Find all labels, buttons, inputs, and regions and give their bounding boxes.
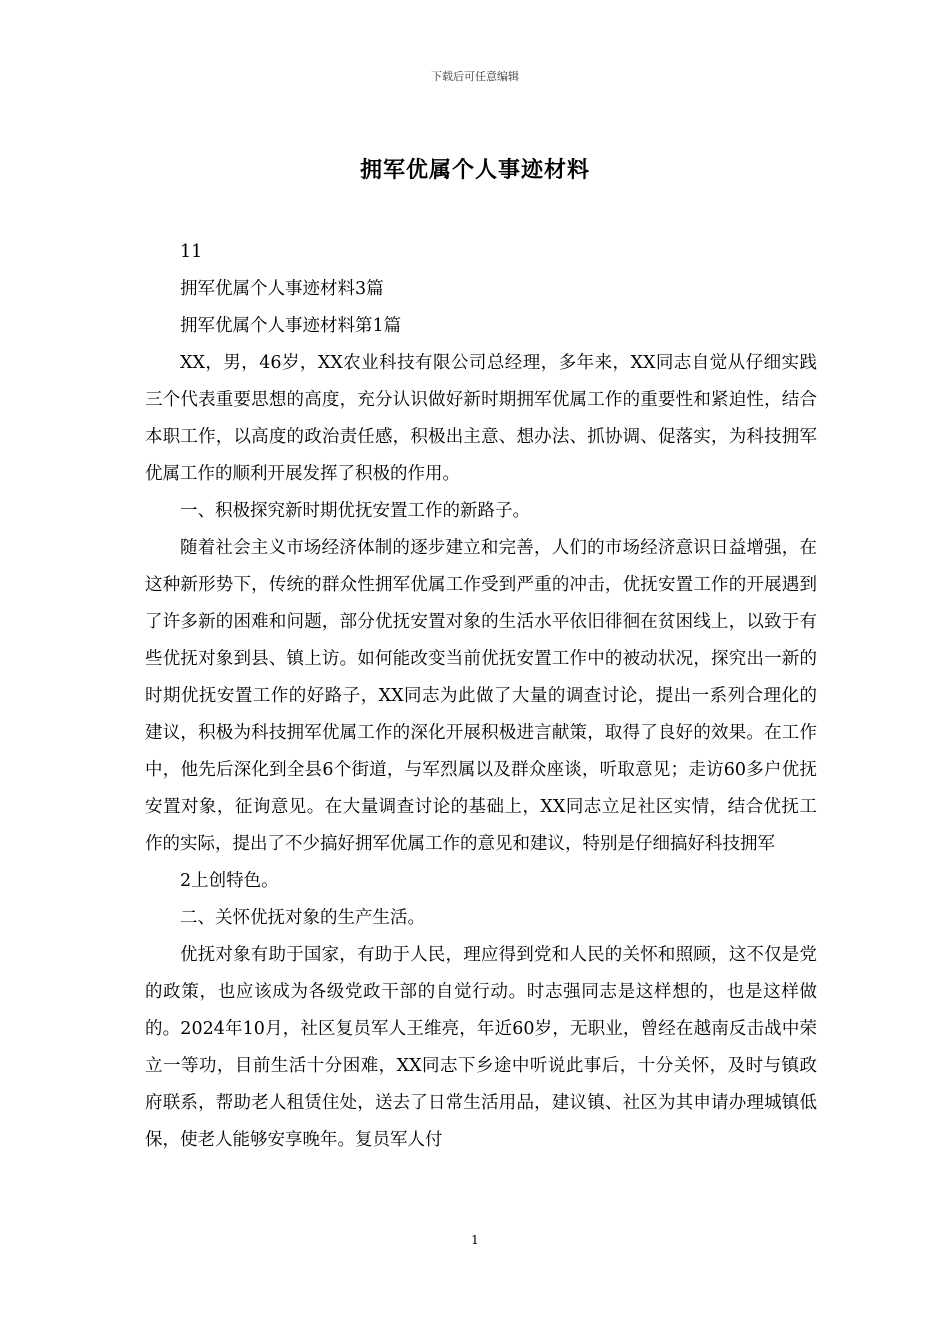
document-title: 拥军优属个人事迹材料	[359, 157, 590, 183]
header-note: 下载后可任意编辑	[431, 70, 519, 83]
paragraph: 2上创特色。	[180, 871, 279, 891]
paragraph: 11	[180, 242, 203, 262]
document-body	[145, 234, 817, 1159]
section-heading: 一、积极探究新时期优抚安置工作的新路子。	[180, 501, 530, 521]
section-heading: 二、关怀优抚对象的生产生活。	[180, 908, 425, 928]
page-number: 1	[471, 1233, 479, 1247]
paragraph: 随着社会主义市场经济体制的逐步建立和完善，人们的市场经济意识日益增强，在这种新形势下，传统的群众性拥军优属工作受到严重的冲击，优抚安置工作的开展遇到了许多新的困难和问题，部分优抚安置对象的生活水平依旧徘徊在贫困线上，以致于有些优抚对象到县、镇上访。如何能改变当前优抚安置工作中的被动状况，探究出一新的时期优抚安置工作的好路子，XX同志为此做了大量的调查讨论，提出一系列合理化的建议，积极为科技拥军优属工作的深化开展积极进言献策，取得了良好的效果。在工作中，他先后深化到全县6个街道，与军烈属以及群众座谈，听取意见；走访60多户优抚安置对象，征询意见。在大量调查讨论的基础上，XX同志立足社区实情，结合优抚工作的实际，提出了不少搞好拥军优属工作的意见和建议，特别是仔细搞好科技拥军	[145, 538, 817, 854]
paragraph: 拥军优属个人事迹材料第1篇	[180, 316, 402, 336]
paragraph: 拥军优属个人事迹材料3篇	[180, 279, 384, 299]
paragraph: XX，男，46岁，XX农业科技有限公司总经理，多年来，XX同志自觉从仔细实践三个代表重要思想的高度，充分认识做好新时期拥军优属工作的重要性和紧迫性，结合本职工作，以高度的政治责任感，积极出主意、想办法、抓协调、促落实，为科技拥军优属工作的顺利开展发挥了积极的作用。	[145, 353, 817, 484]
paragraph: 优抚对象有助于国家，有助于人民，理应得到党和人民的关怀和照顾，这不仅是党的政策，也应该成为各级党政干部的自觉行动。时志强同志是这样想的，也是这样做的。2024年10月，社区复员军人王维亮，年近60岁，无职业，曾经在越南反击战中荣立一等功，目前生活十分困难，XX同志下乡途中听说此事后，十分关怀，及时与镇政府联系，帮助老人租赁住处，送去了日常生活用品，建议镇、社区为其申请办理城镇低保，使老人能够安享晚年。复员军人付	[145, 945, 817, 1150]
